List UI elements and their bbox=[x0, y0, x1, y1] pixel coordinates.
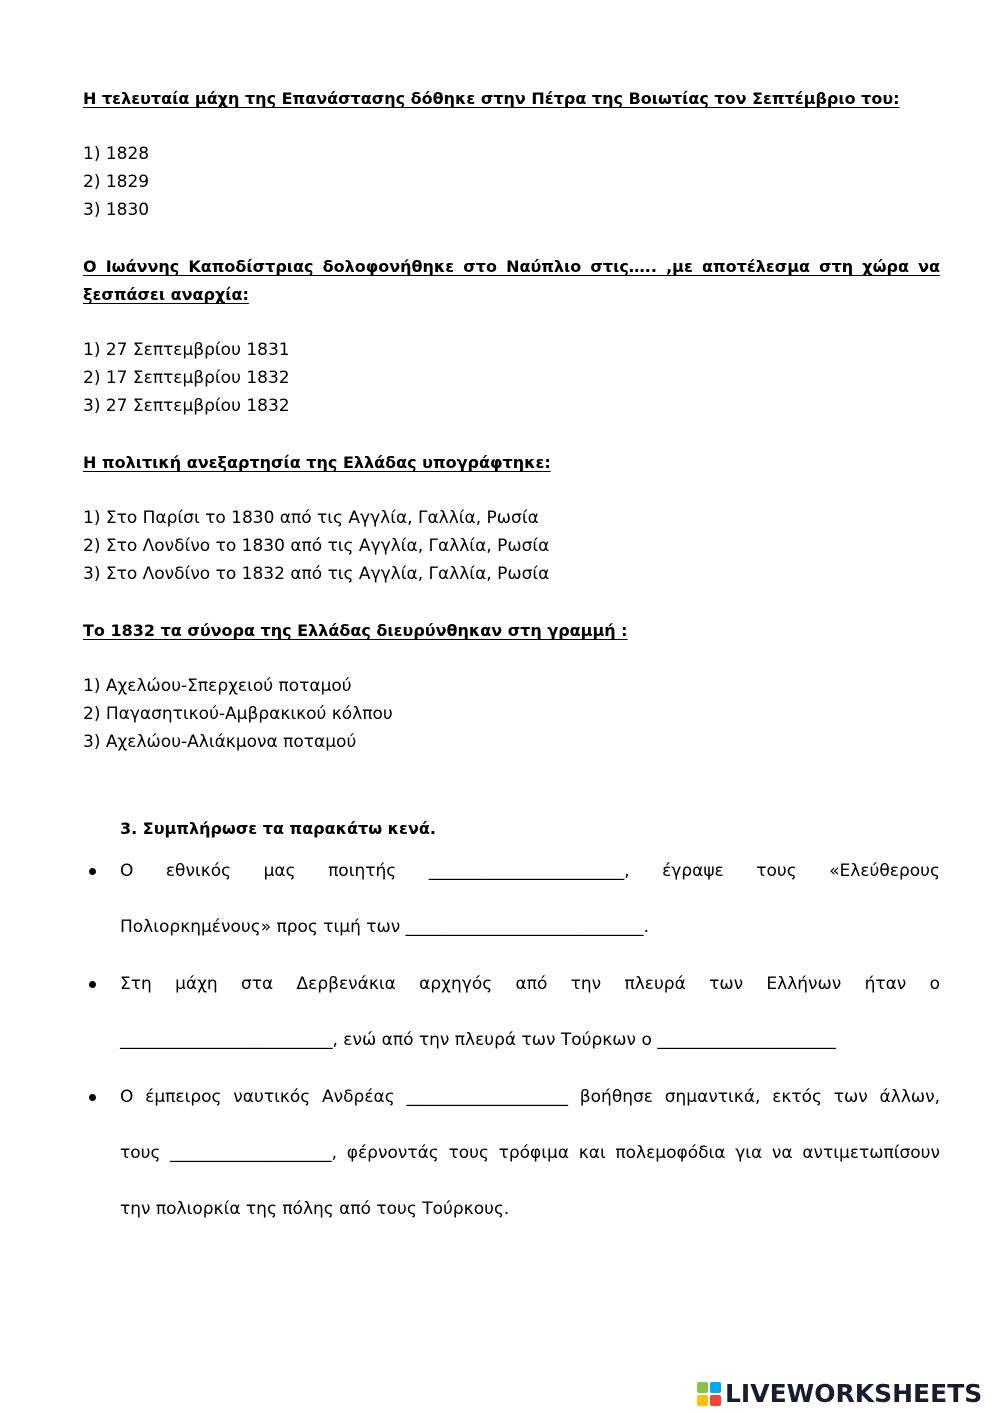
answer-option[interactable]: 2) Παγασητικού-Αμβρακικού κόλπου bbox=[83, 704, 393, 724]
answer-options bbox=[83, 504, 940, 588]
text-line bbox=[120, 1181, 940, 1237]
question-3 bbox=[83, 449, 940, 588]
text-segment: βοήθησε σημαντικά, εκτός των άλλων, bbox=[579, 1087, 941, 1107]
answer-option[interactable]: 1) 27 Σεπτεμβρίου 1831 bbox=[83, 340, 290, 360]
question-prompt: Το 1832 τα σύνορα της Ελλάδας διευρύνθηκαν στη γραμμή : bbox=[83, 621, 628, 640]
answer-option[interactable]: 2) 1829 bbox=[83, 172, 150, 192]
answer-options bbox=[83, 140, 940, 224]
text-segment: Στη μάχη στα Δερβενάκια αρχηγός από την πλευρά των Ελλήνων ήταν ο bbox=[120, 974, 940, 994]
liveworksheets-logo bbox=[697, 1381, 982, 1406]
answer-options bbox=[83, 672, 940, 756]
answer-option[interactable]: 1) 1828 bbox=[83, 144, 150, 164]
answer-blank[interactable]: _____________________ bbox=[657, 1030, 836, 1050]
fill-in-the-blanks-section bbox=[83, 815, 940, 1237]
text-line bbox=[120, 843, 940, 899]
answer-blank[interactable]: _______________________ bbox=[428, 861, 625, 881]
answer-blank[interactable]: ___________________ bbox=[406, 1087, 568, 1107]
answer-options bbox=[83, 336, 940, 420]
answer-option[interactable]: 2) Στο Λονδίνο το 1830 από τις Αγγλία, Γαλλία, Ρωσία bbox=[83, 536, 550, 556]
answer-option[interactable]: 3) Αχελώου-Αλιάκμονα ποταμού bbox=[83, 732, 357, 752]
text-segment: , έγραψε τους «Ελεύθερους bbox=[624, 861, 940, 881]
question-prompt: Η πολιτική ανεξαρτησία της Ελλάδας υπογράφτηκε: bbox=[83, 453, 551, 472]
text-segment: Ο έμπειρος ναυτικός Ανδρέας bbox=[120, 1087, 395, 1107]
text-line bbox=[120, 1012, 940, 1068]
text-segment: Ο εθνικός μας ποιητής bbox=[120, 861, 397, 881]
logo-tile bbox=[710, 1395, 721, 1406]
fill-in-item-2 bbox=[120, 956, 940, 1068]
question-2 bbox=[83, 253, 940, 420]
logo-tile bbox=[710, 1382, 721, 1393]
answer-option[interactable]: 1) Στο Παρίσι το 1830 από τις Αγγλία, Γαλλία, Ρωσία bbox=[83, 508, 539, 528]
text-segment: Πολιορκημένους» προς τιμή των bbox=[120, 917, 401, 937]
bullet-icon bbox=[89, 1094, 96, 1101]
text-segment: , φέρνοντάς τους τρόφιμα και πολεμοφόδια για να αντιμετωπίσουν bbox=[331, 1143, 940, 1163]
answer-option[interactable]: 3) 27 Σεπτεμβρίου 1832 bbox=[83, 396, 290, 416]
text-segment: . bbox=[643, 917, 650, 937]
answer-option[interactable]: 3) Στο Λονδίνο το 1832 από τις Αγγλία, Γαλλία, Ρωσία bbox=[83, 564, 550, 584]
text-segment: την πολιορκία της πόλης από τους Τούρκους. bbox=[120, 1199, 510, 1219]
answer-option[interactable]: 2) 17 Σεπτεμβρίου 1832 bbox=[83, 368, 290, 388]
logo-text: LIVEWORKSHEETS bbox=[725, 1379, 983, 1408]
logo-tile bbox=[697, 1395, 708, 1406]
answer-blank[interactable]: _________________________ bbox=[120, 1030, 333, 1050]
fill-in-item-1 bbox=[120, 843, 940, 955]
multiple-choice-questions bbox=[83, 85, 940, 756]
answer-option[interactable]: 1) Αχελώου-Σπερχειού ποταμού bbox=[83, 676, 352, 696]
question-4 bbox=[83, 617, 940, 756]
question-1 bbox=[83, 85, 940, 224]
answer-blank[interactable]: ___________________ bbox=[170, 1143, 332, 1163]
text-segment: τους bbox=[120, 1143, 161, 1163]
bullet-icon bbox=[89, 981, 96, 988]
text-segment: , ενώ από την πλευρά των Τούρκων ο bbox=[332, 1030, 652, 1050]
liveworksheets-logo-icon bbox=[697, 1382, 721, 1406]
section-heading: 3. Συμπλήρωσε τα παρακάτω κενά. bbox=[120, 819, 436, 838]
answer-option[interactable]: 3) 1830 bbox=[83, 200, 150, 220]
text-line bbox=[120, 956, 940, 1012]
bullet-icon bbox=[89, 868, 96, 875]
answer-blank[interactable]: ____________________________ bbox=[405, 917, 644, 937]
question-prompt: Η τελευταία μάχη της Επανάστασης δόθηκε στην Πέτρα της Βοιωτίας τον Σεπτέμβριο του: bbox=[83, 89, 900, 108]
text-line bbox=[120, 1125, 940, 1181]
logo-tile bbox=[697, 1382, 708, 1393]
question-prompt: Ο Ιωάννης Καποδίστριας δολοφονήθηκε στο Ναύπλιο στις….. ,με αποτέλεσμα στη χώρα να ξεσπάσει αναρχία: bbox=[83, 257, 940, 304]
text-line bbox=[120, 1069, 940, 1125]
text-line bbox=[120, 899, 940, 955]
fill-in-item-3 bbox=[120, 1069, 940, 1237]
